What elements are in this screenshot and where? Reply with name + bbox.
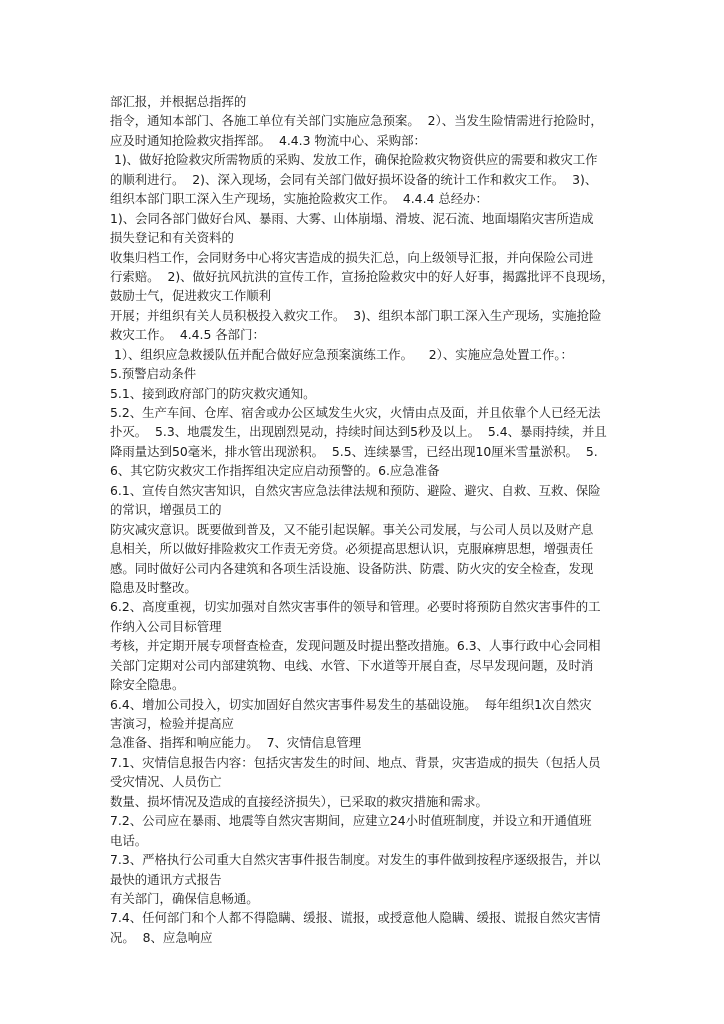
text-line: 行索赔。 2)、做好抗风抗洪的宣传工作，宣扬抢险救灾中的好人好事，揭露批评不良现场， (110, 268, 614, 284)
text-line: 数量、损坏情况及造成的直接经济损失），已采取的救灾措施和需求。 (110, 793, 488, 809)
text-line: 隐患及时整改。 (110, 579, 197, 595)
text-line: 的常识，增强员工的 (110, 502, 222, 518)
text-line: 考核，并定期开展专项督查检查，发现问题及时提出整改措施。6.3、人事行政中心会同相 (110, 638, 601, 654)
text-line: 害演习，检验并提高应 (110, 716, 234, 731)
text-line: 7.1、灾情信息报告内容：包括灾害发生的时间、地点、背景，灾害造成的损失（包括人员 (110, 754, 601, 770)
text-line: 的顺利进行。 2)、深入现场，会同有关部门做好损坏设备的统计工作和救灾工作。 3)、 (110, 171, 598, 187)
text-line: 部汇报，并根据总指挥的 (110, 94, 247, 109)
text-line: 7.4、任何部门和个人都不得隐瞒、缓报、谎报，或授意他人隐瞒、缓报、谎报自然灾害情 (110, 910, 601, 926)
text-line: 受灾情况、人员伤亡 (110, 774, 222, 790)
text-line: 急准备、指挥和响应能力。 7、灾情信息管理 (110, 735, 362, 751)
text-line: 救灾工作。 4.4.5 各部门： (110, 327, 265, 343)
text-line: 6.1、宣传自然灾害知识，自然灾害应急法律法规和预防、避险、避灾、自救、互救、保险 (110, 482, 601, 498)
text-line: 有关部门，确保信息畅通。 (110, 890, 259, 906)
text-line: 电话。 (110, 832, 148, 848)
text-line: 应及时通知抢险救灾指挥部。 4.4.3 物流中心、采购部： (110, 132, 426, 148)
text-line: 5.1、接到政府部门的防灾救灾通知。 (110, 385, 316, 401)
text-line: 5.预警启动条件 (110, 366, 197, 382)
text-line: 作纳入公司目标管理 (110, 618, 222, 634)
text-line: 降雨量达到50毫米，排水管出现淤积。 5.5、连续暴雪，已经出现10厘米雪量淤积。 5. (110, 443, 598, 459)
text-line: 息相关，所以做好排险救灾工作责无旁贷。必须提高思想认识，克服麻痹思想，增强责任 (110, 541, 594, 557)
text-line: 鼓励士气，促进救灾工作顺利 (110, 288, 272, 304)
text-line: 7.3、严格执行公司重大自然灾害事件报告制度。对发生的事件做到按程序逐级报告，并以 (110, 852, 601, 868)
text-line: 收集归档工作，会同财务中心将灾害造成的损失汇总，向上级领导汇报，并向保险公司进 (110, 249, 594, 265)
document-body-text (110, 92, 620, 947)
text-line: 6.2、高度重视，切实加强对自然灾害事件的领导和管理。必要时将预防自然灾害事件的工 (110, 599, 601, 615)
text-line: 况。 8、应急响应 (110, 929, 213, 945)
text-line: 指令，通知本部门、各施工单位有关部门实施应急预案。 2）、当发生险情需进行抢险时， (110, 113, 603, 129)
text-line: 除安全隐患。 (110, 677, 185, 693)
text-line: 1）、组织应急救援队伍并配合做好应急预案演练工作。 2）、实施应急处置工作。： (110, 346, 573, 362)
text-line: 组织本部门职工深入生产现场，实施抢险救灾工作。 4.4.4 总经办： (110, 191, 488, 207)
text-line: 最快的通讯方式报告 (110, 871, 222, 887)
text-line: 防灾减灾意识。既要做到普及，又不能引起误解。事关公司发展，与公司人员以及财产息 (110, 521, 594, 537)
text-line: 开展；并组织有关人员积极投入救灾工作。 3)、组织本部门职工深入生产现场，实施抢险 (110, 307, 602, 323)
text-line: 5.2、生产车间、仓库、宿舍或办公区域发生火灾，火情由点及面，并且依靠个人已经无法 (110, 405, 601, 420)
text-line: 7.2、公司应在暴雨、地震等自然灾害期间，应建立24小时值班制度，并设立和开通值班 (110, 813, 592, 829)
text-line: 扑灭。 5.3、地震发生，出现剧烈晃动，持续时间达到5秒及以上。 5.4、暴雨持续，并且 (110, 424, 607, 440)
text-line: 6.4、增加公司投入，切实加固好自然灾害事件易发生的基础设施。 每年组织1次自然灾 (110, 696, 592, 712)
text-line: 1)、做好抢险救灾所需物质的采购、发放工作，确保抢险救灾物资供应的需要和救灾工作 (110, 152, 598, 168)
text-line: 关部门定期对公司内部建筑物、电线、水管、下水道等开展自查，尽早发现问题，及时消 (110, 657, 594, 673)
text-line: 6、其它防灾救灾工作指挥组决定应启动预警的。6.应急准备 (110, 463, 440, 479)
text-line: 1)、会同各部门做好台风、暴雨、大雾、山体崩塌、滑坡、泥石流、地面塌陷灾害所造成 (110, 210, 594, 226)
text-line: 损失登记和有关资料的 (110, 230, 234, 246)
text-line: 感。同时做好公司内各建筑和各项生活设施、设备防洪、防震、防火灾的安全检查，发现 (110, 560, 594, 576)
